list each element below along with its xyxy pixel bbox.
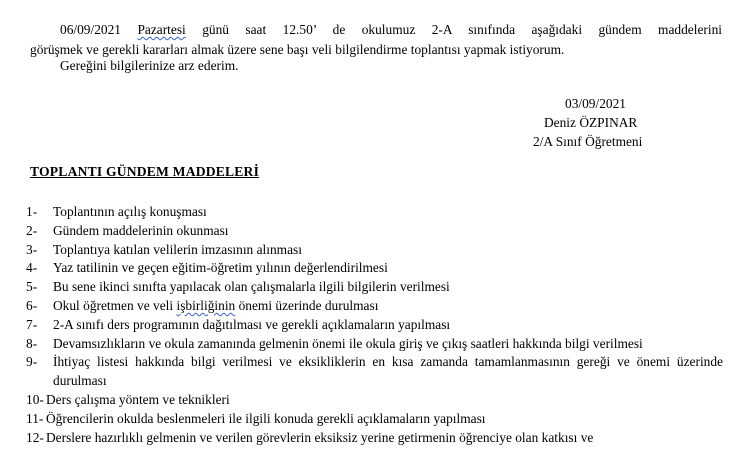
agenda-item-number: 2- <box>26 222 38 238</box>
agenda-item-number: 8- <box>26 335 38 351</box>
agenda-item <box>26 222 723 241</box>
agenda-item-number: 6- <box>26 297 38 313</box>
agenda-item-text: Devamsızlıkların ve okula zamanında gelmenin önemi ile okula giriş ve çıkış saatleri hakkında bilgi verilmesi <box>53 335 643 351</box>
intro-paragraph <box>30 20 722 60</box>
agenda-item-text: Toplantıya katılan velilerin imzasının alınması <box>53 241 302 257</box>
agenda-item-text: İhtiyaç listesi hakkında bilgi verilmesi ve eksikliklerin en kısa zamanda tamamlanmasının gereği ve önemi üzerinde durulması <box>53 354 723 389</box>
agenda-item-text: Bu sene ikinci sınıfta yapılacak olan çalışmalarla ilgili bilgilerin verilmesi <box>53 279 450 295</box>
agenda-item <box>26 391 723 410</box>
signature-date: 03/09/2021 <box>565 96 627 111</box>
agenda-item-number: 7- <box>26 316 38 332</box>
intro-line-1-rest: günü saat 12.50’ de okulumuz 2-A sınıfında aşağıdaki gündem maddelerini <box>202 22 722 37</box>
agenda-item-number: 9- <box>26 354 38 370</box>
agenda-item <box>26 410 723 429</box>
agenda-item-text-part: Okul öğretmen ve veli <box>53 297 177 313</box>
agenda-item-number: 11- <box>26 410 44 426</box>
meeting-day: Pazartesi <box>137 22 186 37</box>
agenda-item <box>26 297 723 316</box>
agenda-item-text: Öğrencilerin okulda beslenmeleri ile ilgili konuda gerekli açıklamaların yapılması <box>46 410 486 426</box>
agenda-item <box>26 278 723 297</box>
agenda-item-number: 10- <box>26 391 44 407</box>
meeting-date: 06/09/2021 <box>60 22 122 37</box>
agenda-item <box>26 259 723 278</box>
closing-sentence: Gereğini bilgilerinize arz ederim. <box>60 58 239 73</box>
agenda-item-text: Toplantının açılış konuşması <box>53 204 207 219</box>
agenda-item-text: 2-A sınıfı ders programının dağıtılması ve gerekli açıklamaların yapılması <box>53 316 451 332</box>
agenda-item-number: 12- <box>26 429 44 445</box>
signature-name: Deniz ÖZPINAR <box>544 115 638 130</box>
signature-role: 2/A Sınıf Öğretmeni <box>533 134 643 149</box>
agenda-item <box>26 203 723 222</box>
agenda-item <box>26 335 723 354</box>
agenda-item <box>26 241 723 260</box>
agenda-heading: TOPLANTI GÜNDEM MADDELERİ <box>30 164 260 179</box>
agenda-item-text: Derslere hazırlıklı gelmenin ve verilen görevlerin eksiksiz yerine getirmenin öğrenciye olan katkısı ve <box>46 429 594 445</box>
agenda-item-text: Gündem maddelerinin okunması <box>53 222 229 238</box>
intro-line-2: görüşmek ve gerekli kararları almak üzere sene başı veli bilgilendirme toplantısı yapmak istiyorum. <box>30 42 565 57</box>
agenda-item <box>26 316 723 335</box>
agenda-item <box>26 353 723 391</box>
agenda-item <box>26 429 723 448</box>
intro-line-1 <box>30 20 722 40</box>
agenda-item-text-part: önemi üzerinde durulması <box>235 297 379 313</box>
agenda-item-number: 4- <box>26 260 38 276</box>
agenda-item-number: 3- <box>26 241 38 257</box>
spellcheck-word: işbirliğinin <box>176 297 236 313</box>
agenda-item-number: 1- <box>26 204 38 219</box>
agenda-item-text: Yaz tatilinin ve geçen eğitim-öğretim yılının değerlendirilmesi <box>53 260 388 276</box>
agenda-item-text: Ders çalışma yöntem ve teknikleri <box>46 391 230 407</box>
agenda-item-text <box>53 297 723 316</box>
agenda-item-number: 5- <box>26 279 38 295</box>
agenda-list <box>26 203 723 447</box>
